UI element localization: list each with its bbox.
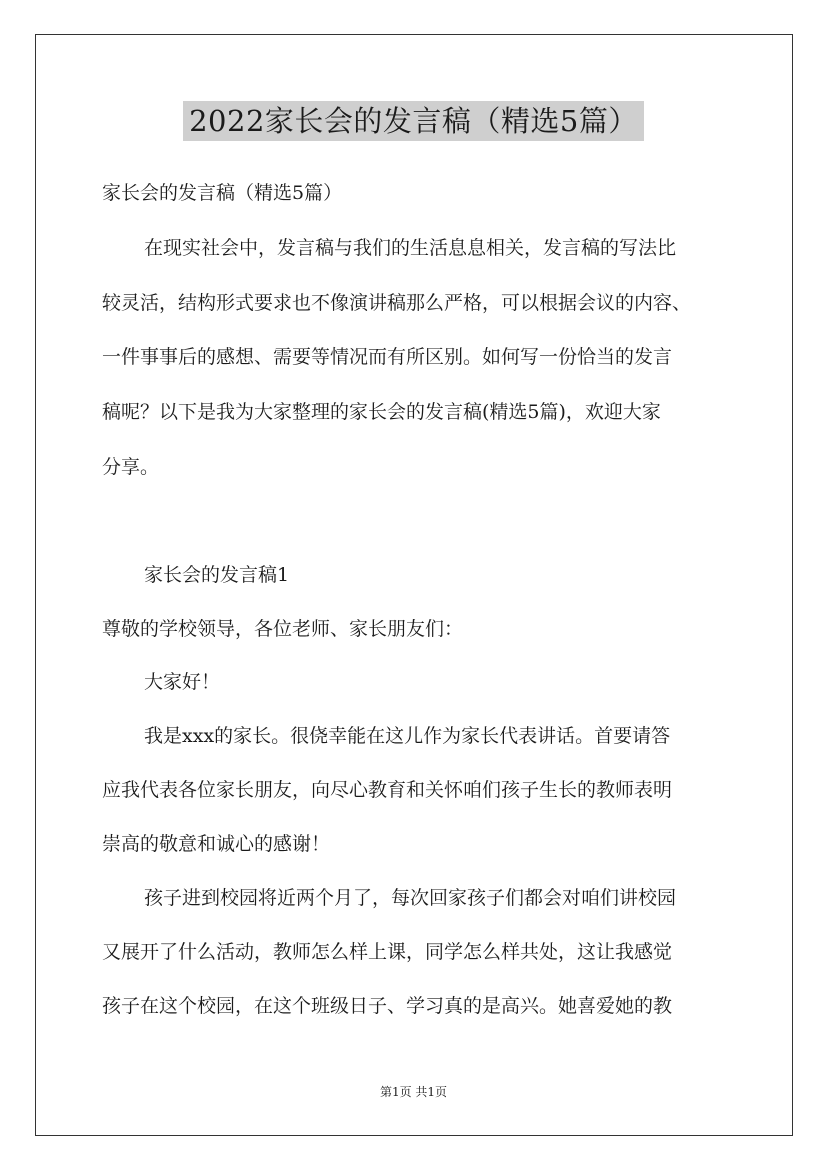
intro-line: 分享。 — [102, 456, 160, 478]
page-footer — [0, 1084, 827, 1100]
paragraph-line: 我是xxx的家长。很侥幸能在这儿作为家长代表讲话。首要请答 — [144, 725, 671, 747]
title-container — [0, 101, 827, 141]
section-heading: 家长会的发言稿1 — [144, 564, 290, 586]
paragraph-line: 孩子在这个校园，在这个班级日子、学习真的是高兴。她喜爱她的教 — [102, 995, 673, 1017]
paragraph-line: 崇高的敬意和诚心的感谢！ — [102, 833, 331, 855]
document-title: 2022家长会的发言稿（精选5篇） — [183, 101, 644, 141]
intro-line: 稿呢？以下是我为大家整理的家长会的发言稿(精选5篇)，欢迎大家 — [102, 401, 661, 423]
subtitle: 家长会的发言稿（精选5篇） — [102, 182, 343, 204]
paragraph-line: 应我代表各位家长朋友，向尽心教育和关怀咱们孩子生长的教师表明 — [102, 779, 673, 801]
greeting: 大家好！ — [144, 671, 221, 693]
page-number: 第1页 共1页 — [379, 1085, 448, 1099]
intro-line: 较灵活，结构形式要求也不像演讲稿那么严格，可以根据会议的内容、 — [102, 292, 692, 314]
salutation: 尊敬的学校领导，各位老师、家长朋友们： — [102, 618, 464, 640]
intro-line: 一件事事后的感想、需要等情况而有所区别。如何写一份恰当的发言 — [102, 346, 673, 368]
paragraph-line: 孩子进到校园将近两个月了，每次回家孩子们都会对咱们讲校园 — [144, 887, 677, 909]
intro-line: 在现实社会中，发言稿与我们的生活息息相关，发言稿的写法比 — [144, 237, 677, 259]
paragraph-line: 又展开了什么活动，教师怎么样上课，同学怎么样共处，这让我感觉 — [102, 941, 673, 963]
